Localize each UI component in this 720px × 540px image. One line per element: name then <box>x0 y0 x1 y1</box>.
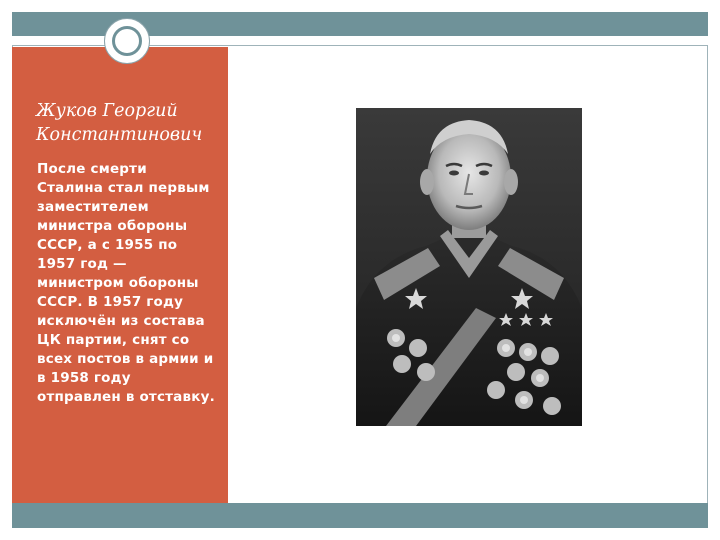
ring-inner <box>112 26 142 56</box>
slide-title: Жуков Георгий Константинович <box>36 101 203 145</box>
bottom-bar <box>12 503 708 528</box>
portrait-photo <box>356 108 582 426</box>
slide-body-text: После смерти Сталина стал первым заместителем министра обороны СССР, а с 1955 по 1957 год — министром обороны СССР. В 1957 году исключён из состава ЦК партии, снят со всех постов в армии и в 1958 году отправлен в отставку. <box>37 161 215 405</box>
ring-icon <box>104 18 150 64</box>
portrait-illustration <box>356 108 582 426</box>
